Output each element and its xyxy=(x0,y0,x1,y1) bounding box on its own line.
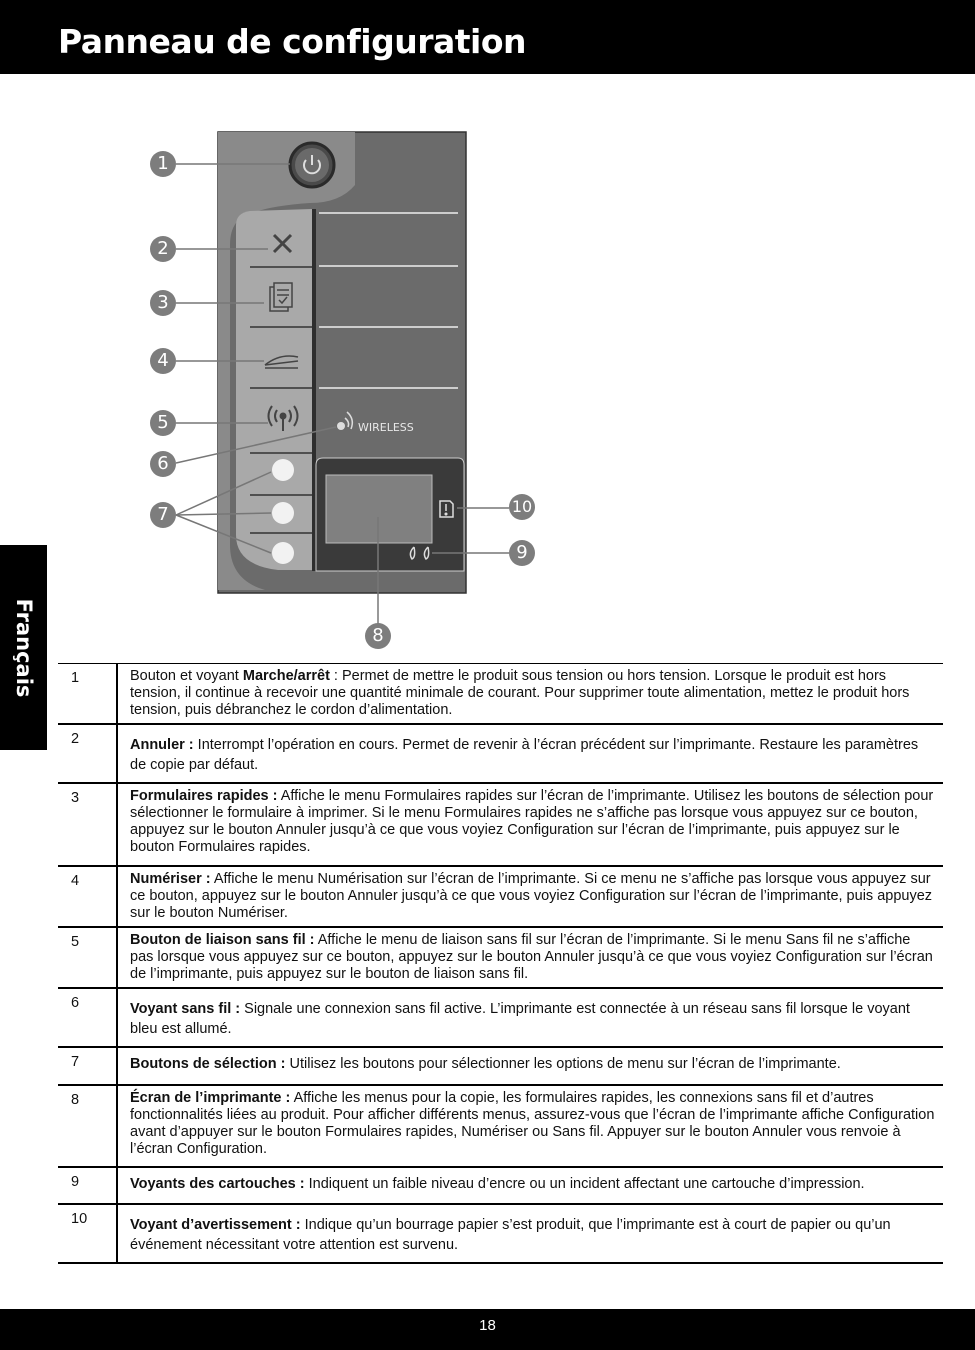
table-row xyxy=(58,1204,943,1263)
table-row xyxy=(58,783,943,866)
row-description: Bouton et voyant Marche/arrêt : Permet de mettre le produit sous tension ou hors tension. Lorsque le produit est hors tension, il continue à recevoir une quantité minimale de courant. Pour supprimer toute alimentation, mettez le produit hors tension, puis débranchez le cordon d’alimentation. xyxy=(117,664,943,725)
row-number: 6 xyxy=(58,988,117,1047)
row-number: 10 xyxy=(58,1204,117,1263)
callout-1: 1 xyxy=(150,151,176,177)
table-row xyxy=(58,1167,943,1204)
row-description: Voyant d’avertissement : Indique qu’un bourrage papier s’est produit, que l’imprimante est à court de papier ou qu’un événement nécessitant votre attention est survenu. xyxy=(117,1204,943,1263)
callout-2: 2 xyxy=(150,236,176,262)
callout-4: 4 xyxy=(150,348,176,374)
callout-9: 9 xyxy=(509,540,535,566)
row-description: Bouton de liaison sans fil : Affiche le menu de liaison sans fil sur l’écran de l’imprimante. Si le menu Sans fil ne s’affiche pas lorsque vous appuyez sur ce bouton, appuyez sur le bouton Annuler jusqu’à ce que vous voyiez Configuration sur l’écran de l’imprimante, puis appuyez sur le bouton de liaison sans fil. xyxy=(117,927,943,988)
table-row xyxy=(58,866,943,927)
table-row xyxy=(58,1085,943,1167)
callout-10: 10 xyxy=(509,494,535,520)
quick-forms-icon xyxy=(270,283,292,311)
row-number: 1 xyxy=(58,664,117,725)
row-description: Boutons de sélection : Utilisez les boutons pour sélectionner les options de menu sur l’écran de l’imprimante. xyxy=(117,1047,943,1085)
table-row xyxy=(58,1047,943,1085)
row-number: 4 xyxy=(58,866,117,927)
display-screen xyxy=(326,475,432,543)
page-title: Panneau de configuration xyxy=(58,22,526,61)
row-description: Voyant sans fil : Signale une connexion sans fil active. L’imprimante est connectée à un réseau sans fil lorsque le voyant bleu est allumé. xyxy=(117,988,943,1047)
row-number: 5 xyxy=(58,927,117,988)
callout-7: 7 xyxy=(150,502,176,528)
table-row xyxy=(58,664,943,725)
language-tab xyxy=(0,545,47,750)
row-number: 8 xyxy=(58,1085,117,1167)
control-panel-illustration xyxy=(140,125,560,655)
select-button-icon xyxy=(272,459,294,481)
table-row xyxy=(58,724,943,783)
row-number: 3 xyxy=(58,783,117,866)
description-table xyxy=(58,663,943,1264)
callout-6: 6 xyxy=(150,451,176,477)
wireless-label: WIRELESS xyxy=(358,421,414,434)
language-tab-label: Français xyxy=(11,598,36,697)
row-description: Annuler : Interrompt l’opération en cours. Permet de revenir à l’écran précédent sur l’imprimante. Restaure les paramètres de copie par défaut. xyxy=(117,724,943,783)
page-number: 18 xyxy=(479,1317,496,1334)
row-description: Écran de l’imprimante : Affiche les menus pour la copie, les formulaires rapides, les connexions sans fil et d’autres fonctionnalités liées au produit. Pour afficher différents menus, assurez-vous que l’écran de l’imprimante affiche Configuration avant d’appuyer sur le bouton Formulaires rapides, Numériser ou Sans fil. Appuyer sur le bouton Annuler vous renvoie à l’écran Configuration. xyxy=(117,1085,943,1167)
callout-8: 8 xyxy=(365,623,391,649)
table-row xyxy=(58,927,943,988)
select-button-icon xyxy=(272,502,294,524)
row-description: Numériser : Affiche le menu Numérisation sur l’écran de l’imprimante. Si ce menu ne s’affiche pas lorsque vous appuyez sur ce bouton, appuyez sur le bouton Annuler jusqu’à ce que vous voyiez Configuration sur l’écran de l’imprimante, puis appuyez sur le bouton Numériser. xyxy=(117,866,943,927)
callout-5: 5 xyxy=(150,410,176,436)
row-description: Voyants des cartouches : Indiquent un faible niveau d’encre ou un incident affectant une cartouche d’impression. xyxy=(117,1167,943,1204)
row-number: 7 xyxy=(58,1047,117,1085)
row-number: 9 xyxy=(58,1167,117,1204)
callout-3: 3 xyxy=(150,290,176,316)
select-button-icon xyxy=(272,542,294,564)
table-row xyxy=(58,988,943,1047)
control-panel-diagram xyxy=(140,125,560,655)
row-number: 2 xyxy=(58,724,117,783)
row-description: Formulaires rapides : Affiche le menu Formulaires rapides sur l’écran de l’imprimante. Utilisez les boutons de sélection pour sélectionner le formulaire à imprimer. Si le menu Formulaires rapides ne s’affiche pas lorsque vous appuyez sur ce bouton, appuyez sur le bouton Annuler jusqu’à ce que vous voyiez Configuration sur l’écran de l’imprimante, puis appuyez sur le bouton Formulaires rapides. xyxy=(117,783,943,866)
